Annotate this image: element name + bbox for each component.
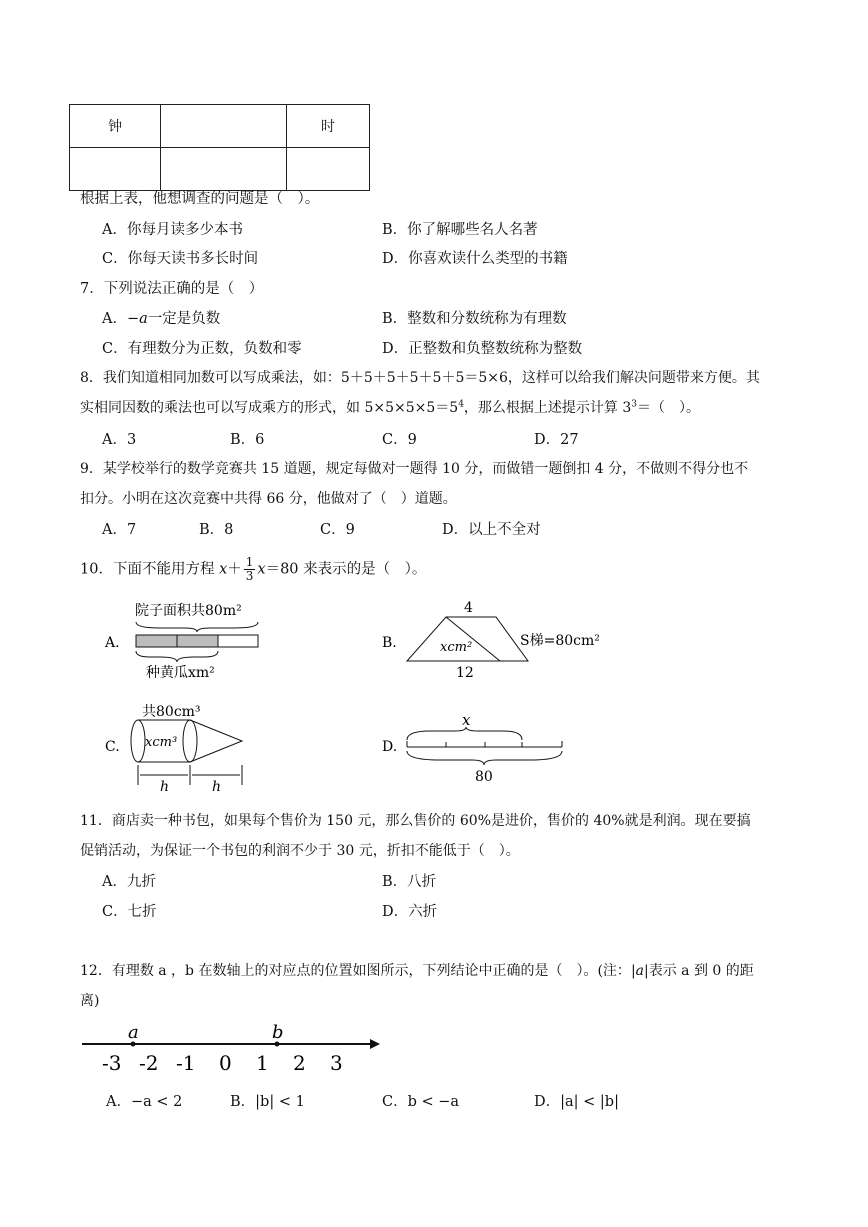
q10-text: ＝80 来表示的是（ ）。 [265, 561, 427, 578]
axis-ticks [102, 1051, 343, 1075]
axis-tick-label: 0 [219, 1051, 232, 1075]
q8-line2 [80, 397, 700, 417]
q12-line2: 离) [80, 993, 100, 1009]
q12-option-c: C．b < −a [382, 1094, 460, 1110]
exponent: 4 [458, 399, 464, 410]
q9-option-b: B．8 [199, 522, 234, 538]
q11-option-b: B．八折 [382, 874, 437, 890]
cone [190, 720, 242, 762]
trapezoid-area-label: S梯=80cm² [520, 633, 600, 649]
trapezoid-top-label: 4 [464, 600, 473, 616]
q12-text: 12．有理数 a ，b 在数轴上的对应点的位置如图所示，下列结论中正确的是（ ）。(注： [80, 963, 631, 979]
fraction-denominator: 3 [245, 569, 254, 583]
height-label: h [212, 779, 222, 795]
cylinder-right-end [183, 720, 197, 762]
table-cell: 时 [287, 105, 370, 148]
option-a-label: A. [105, 635, 120, 651]
table-row [70, 148, 370, 191]
q11-option-a: A．九折 [102, 874, 156, 890]
segment-x-label: x [462, 711, 471, 729]
top-brace [407, 727, 522, 740]
q12-text: 表示 a 到 0 的距 [648, 963, 754, 979]
axis-tick-label: 2 [293, 1051, 306, 1075]
triangle-area-label: xcm² [440, 640, 473, 655]
height-label: h [160, 779, 170, 795]
table-row [70, 105, 370, 148]
q8-line1: 8．我们知道相同加数可以写成乘法，如：5＋5＋5＋5＋5＋5＝5×6，这样可以给我们解决问题带来方便。其 [80, 370, 760, 386]
q9-option-d: D．以上不全对 [442, 522, 541, 538]
axis-arrow [370, 1039, 380, 1049]
number-line [78, 1018, 388, 1078]
option-text: 一定是负数 [147, 311, 221, 327]
axis-tick-label: 1 [256, 1051, 269, 1075]
q8-option-c: C．9 [382, 432, 417, 448]
option-a-top-label: 院子面积共80m² [135, 603, 242, 619]
q12-option-d: D．|a| < |b| [534, 1094, 619, 1110]
option-b-label: B. [382, 635, 397, 651]
point-a-label: a [128, 1022, 139, 1043]
table-cell [161, 148, 287, 191]
q6-option-b: B．你了解哪些名人名著 [382, 222, 538, 238]
fraction [244, 556, 256, 583]
q6-option-c: C．你每天读书多长时间 [102, 251, 259, 267]
q8-option-a: A．3 [102, 432, 137, 448]
q6-stem: 根据上表，他想调查的问题是（ ）。 [80, 191, 320, 207]
top-brace [136, 622, 258, 632]
table-cell [70, 148, 161, 191]
variable: x [257, 561, 266, 578]
q12-option-a: A．−a < 2 [106, 1094, 183, 1110]
segment-total-label: 80 [475, 769, 493, 785]
table-cell: 钟 [70, 105, 161, 148]
q11-option-c: C．七折 [102, 904, 157, 920]
q8-text: ＝（ ）。 [637, 400, 701, 416]
axis-tick-label: 3 [330, 1051, 343, 1075]
axis-tick-label: -1 [176, 1051, 196, 1075]
bottom-brace [136, 651, 218, 662]
option-prefix: A． [102, 311, 127, 327]
q9-option-a: A．7 [102, 522, 137, 538]
q7-option-d: D．正整数和负整数统称为整数 [382, 341, 583, 357]
q7-option-c: C．有理数分为正数，负数和零 [102, 341, 302, 357]
q9-line1: 9．某学校举行的数学竞赛共 15 道题，规定每做对一题得 10 分，而做错一题倒扣 4 分，不做则不得分也不 [80, 461, 749, 477]
q11-option-d: D．六折 [382, 904, 438, 920]
option-c-label: C. [105, 739, 120, 755]
q10-figures [100, 595, 640, 795]
q7-option-a [102, 307, 220, 328]
option-d-label: D. [382, 739, 398, 755]
trapezoid-bottom-label: 12 [456, 665, 474, 681]
q12-option-b: B．|b| < 1 [230, 1094, 305, 1110]
q11-line2: 促销活动，为保证一个书包的利润不少于 30 元，折扣不能低于（ ）。 [80, 843, 520, 859]
q7-stem: 7．下列说法正确的是（ ） [80, 281, 264, 297]
q8-text: ，那么根据上述提示计算 3 [463, 400, 632, 416]
cylinder-volume-label: xcm³ [145, 735, 178, 750]
operator: ＋ [227, 561, 242, 578]
table-cell [161, 105, 287, 148]
q8-text: 实相同因数的乘法也可以写成乘方的形式，如 5×5×5×5＝5 [80, 400, 459, 416]
table-cell [287, 148, 370, 191]
variable: x [219, 561, 228, 578]
fraction-numerator: 1 [245, 555, 254, 569]
option-a-bottom-label: 种黄瓜xm² [146, 665, 215, 681]
bottom-brace [407, 751, 562, 765]
expression: −a [126, 311, 148, 327]
axis-tick-label: -3 [102, 1051, 122, 1075]
exponent: 3 [631, 399, 638, 410]
point-b-label: b [272, 1022, 284, 1043]
q11-line1: 11．商店卖一种书包，如果每个售价为 150 元，那么售价的 60%是进价，售价的 40%就是利润。现在要搞 [80, 813, 751, 829]
q7-option-b: B．整数和分数统称为有理数 [382, 311, 567, 327]
q10-stem [80, 556, 426, 583]
q9-line2: 扣分。小明在这次竞赛中共得 66 分，他做对了（ ）道题。 [80, 491, 457, 507]
q12-line1 [80, 960, 754, 980]
cylinder-left-end [131, 720, 145, 762]
survey-table [69, 104, 370, 191]
axis-tick-label: -2 [139, 1051, 159, 1075]
absolute-value: |a| [630, 963, 649, 979]
q8-option-b: B．6 [230, 432, 265, 448]
q6-option-a: A．你每月读多少本书 [102, 222, 243, 238]
q8-option-d: D．27 [534, 432, 579, 448]
q6-option-d: D．你喜欢读什么类型的书籍 [382, 251, 568, 267]
option-c-top-label: 共80cm³ [142, 704, 201, 720]
q9-option-c: C．9 [320, 522, 355, 538]
q10-text: 10．下面不能用方程 [80, 561, 220, 578]
